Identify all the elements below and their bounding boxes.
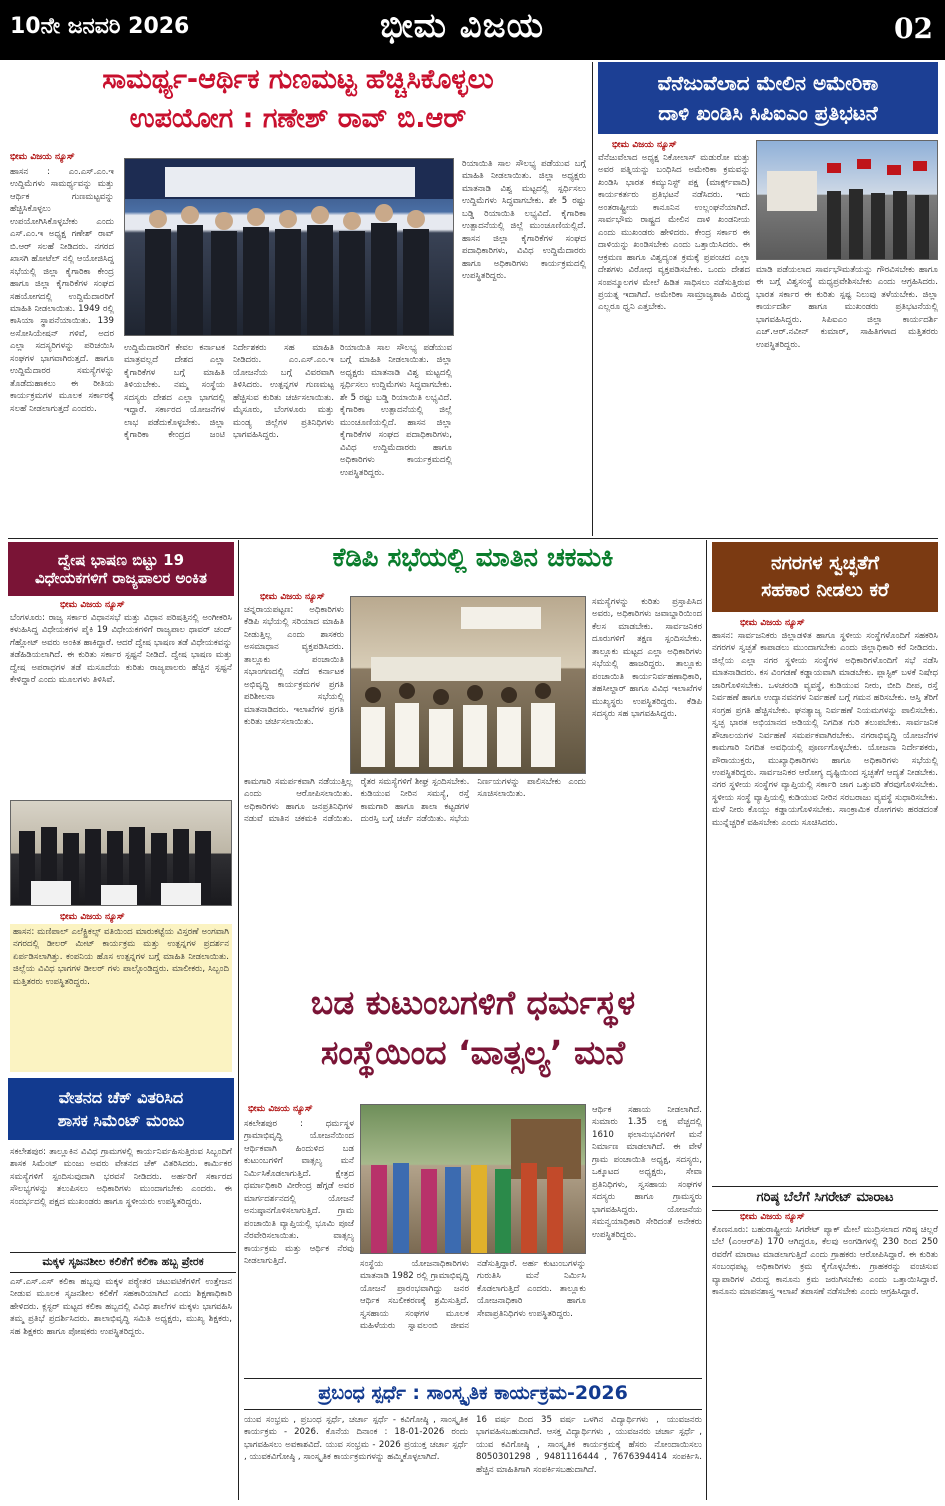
headline-line-1: ವೆನೆಜುವೆಲಾದ ಮೇಲಿನ ಅಮೇರಿಕಾ <box>657 71 879 95</box>
article-1-body-mid: ಉದ್ದಿಮೆದಾರರಿಗೆ ಕೇವಲ ಕರ್ನಾಟಕ ಮಾತ್ರವಲ್ಲದೆ ದೇಶದ ಎಲ್ಲಾ ಕೈಗಾರಿಕೆಗಳ ಬಗ್ಗೆ ಮಾಹಿತಿ ತಿಳಿಯಬೇಕು. ನಮ್ಮ ಸಂಸ್ಥೆಯ ಸದಸ್ಯರು ದೇಶದ ಎಲ್ಲಾ ಭಾಗದಲ್ಲಿ ಇದ್ದಾರೆ. ಸರ್ಕಾರದ ಯೋಜನೆಗಳ ಲಾಭ ಪಡೆದುಕೊಳ್ಳಬೇಕು. ಜಿಲ್ಲಾ ಕೈಗಾರಿಕಾ ಕೇಂದ್ರದ ಜಂಟಿ ನಿರ್ದೇಶಕರು ಸಹ ಮಾಹಿತಿ ನೀಡಿದರು. ಎಂ.ಎಸ್.ಎಂ.ಇ ಯೋಜನೆಯ ಬಗ್ಗೆ ವಿವರವಾಗಿ ತಿಳಿಸಿದರು. ಉತ್ಪನ್ನಗಳ ಗುಣಮಟ್ಟ ಹೆಚ್ಚಿಸುವ ಕುರಿತು ಚರ್ಚಿಸಲಾಯಿತು. ಮೈಸೂರು, ಬೆಂಗಳೂರು ಮತ್ತು ಮಂಡ್ಯ ಜಿಲ್ಲೆಗಳ ಪ್ರತಿನಿಧಿಗಳು ಭಾಗವಹಿಸಿದ್ದರು. <box>124 343 334 441</box>
protest-figures <box>757 141 938 260</box>
article-5-headline <box>712 542 938 612</box>
dealer-meet-photo <box>10 800 232 906</box>
meeting-figures <box>351 597 586 774</box>
article-3-body-bottom: ಹಾಸನ: ಮಣಿಪಾಲ್ ಎಲೆಕ್ಟ್ರಿಕಲ್ಸ್ ವತಿಯಿಂದ ಮಾರುಕಟ್ಟೆಯ ವಿಸ್ತರಣೆ ಅಂಗವಾಗಿ ನಗರದಲ್ಲಿ ಡೀಲರ್ ಮೀಟ್ ಕಾರ್ಯಕ್ರಮ ಮತ್ತು ಉತ್ಪನ್ನಗಳ ಪ್ರದರ್ಶನ ಏರ್ಪಡಿಸಲಾಗಿತ್ತು. ಕಂಪನಿಯ ಹೊಸ ಉತ್ಪನ್ನಗಳ ಬಗ್ಗೆ ಮಾಹಿತಿ ನೀಡಲಾಯಿತು. ಜಿಲ್ಲೆಯ ವಿವಿಧ ಭಾಗಗಳ ಡೀಲರ್ ಗಳು ಪಾಲ್ಗೊಂಡಿದ್ದರು. ಮಾಲೀಕರು, ಸಿಬ್ಬಂದಿ ಮತ್ತಿತರರು ಉಪಸ್ಥಿತರಿದ್ದರು. <box>10 924 232 1072</box>
article-8-headline: ಮಕ್ಕಳ ಸೃಜನಶೀಲ ಕಲಿಕೆಗೆ ಕಲಿಕಾ ಹಬ್ಬ ಪ್ರೇರಕ <box>10 1252 236 1273</box>
article-6-body-mid: ಸಂಸ್ಥೆಯ ಯೋಜನಾಧಿಕಾರಿಗಳು ಮಾತನಾಡಿ 1982 ರಲ್ಲಿ ಗ್ರಾಮಾಭಿವೃದ್ಧಿ ಯೋಜನೆ ಪ್ರಾರಂಭವಾಗಿದ್ದು ಜನರ ಆರ್ಥಿಕ ಸಬಲೀಕರಣಕ್ಕೆ ಶ್ರಮಿಸುತ್ತಿದೆ. ಸ್ವಸಹಾಯ ಸಂಘಗಳ ಮೂಲಕ ಮಹಿಳೆಯರು ಸ್ವಾವಲಂಬಿ ಜೀವನ ನಡೆಸುತ್ತಿದ್ದಾರೆ. ಅರ್ಹ ಕುಟುಂಬಗಳನ್ನು ಗುರುತಿಸಿ ಮನೆ ನಿರ್ಮಿಸಿ ಕೊಡಲಾಗುತ್ತಿದೆ ಎಂದರು. ತಾಲ್ಲೂಕು ಯೋಜನಾಧಿಕಾರಿ ಹಾಗೂ ಸೇವಾಪ್ರತಿನಿಧಿಗಳು ಉಪಸ್ಥಿತರಿದ್ದರು. <box>360 1259 586 1332</box>
headline-line-1: ಬಡ ಕುಟುಂಬಗಳಿಗೆ ಧರ್ಮಸ್ಥಳ <box>310 983 636 1022</box>
headline-line-2: ಶಾಸಕ ಸಿಮೆಂಟ್ ಮಂಜು <box>57 1111 185 1130</box>
event-photo <box>124 158 454 336</box>
page-number: 02 <box>894 12 933 45</box>
headline-line-1: ಸಾಮರ್ಥ್ಯ-ಆರ್ಥಿಕ ಗುಣಮಟ್ಟ ಹೆಚ್ಚಿಸಿಕೊಳ್ಳಲು <box>102 64 494 95</box>
article-2-body-under-photo: ಮಾಡಿ ಪಡೆಯಲಾದ ಸಾರ್ವಭೌಮತೆಯನ್ನು ಗೌರವಿಸಬೇಕು ಹಾಗೂ ಈ ಬಗ್ಗೆ ವಿಶ್ವಸಂಸ್ಥೆ ಮಧ್ಯಪ್ರವೇಶಿಸಬೇಕು ಎಂದು ಆಗ್ರಹಿಸಿದರು. ಭಾರತ ಸರ್ಕಾರ ಈ ಕುರಿತು ಸ್ಪಷ್ಟ ನಿಲುವು ತಳೆಯಬೇಕು. ಜಿಲ್ಲಾ ಕಾರ್ಯದರ್ಶಿ ಹಾಗೂ ಮುಖಂಡರು ಪ್ರತಿಭಟನೆಯಲ್ಲಿ ಭಾಗವಹಿಸಿದ್ದರು. ಸಿಪಿಐಎಂ ಜಿಲ್ಲಾ ಕಾರ್ಯದರ್ಶಿ ಎಚ್.ಆರ್.ನವೀನ್ ಕುಮಾರ್, ಸಾಹಿತಿಗಳಾದ ಮತ್ತಿತರರು ಉಪಸ್ಥಿತರಿದ್ದರು. <box>756 265 938 350</box>
vatsalya-house-photo <box>360 1104 586 1254</box>
article-4-body-right: ಸಮಸ್ಯೆಗಳನ್ನು ಕುರಿತು ಪ್ರಸ್ತಾಪಿಸಿದ ಅವರು, ಅಧಿಕಾರಿಗಳು ಜವಾಬ್ದಾರಿಯಿಂದ ಕೆಲಸ ಮಾಡಬೇಕು. ಸಾರ್ವಜನಿಕರ ದೂರುಗಳಿಗೆ ತಕ್ಷಣ ಸ್ಪಂದಿಸಬೇಕು. ತಾಲ್ಲೂಕು ಮಟ್ಟದ ಎಲ್ಲಾ ಅಧಿಕಾರಿಗಳು ಸಭೆಯಲ್ಲಿ ಹಾಜರಿದ್ದರು. ತಾಲ್ಲೂಕು ಪಂಚಾಯಿತಿ ಕಾರ್ಯನಿರ್ವಹಣಾಧಿಕಾರಿ, ತಹಸೀಲ್ದಾರ್ ಹಾಗೂ ವಿವಿಧ ಇಲಾಖೆಗಳ ಮುಖ್ಯಸ್ಥರು ಉಪಸ್ಥಿತರಿದ್ದರು. ಕೆಡಿಪಿ ಸದಸ್ಯರು ಸಹ ಭಾಗವಹಿಸಿದ್ದರು. <box>592 597 702 720</box>
group-photo-figures <box>125 159 454 336</box>
article-8-body: ಎಸ್.ಎಸ್.ಎಸ್ ಕಲಿಕಾ ಹಬ್ಬವು ಮಕ್ಕಳ ಪಠ್ಯೇತರ ಚಟುವಟಿಕೆಗಳಿಗೆ ಉತ್ತೇಜನ ನೀಡುವ ಮೂಲಕ ಸೃಜನಶೀಲ ಕಲಿಕೆಗೆ ಸಹಕಾರಿಯಾಗಿದೆ ಎಂದು ಶಿಕ್ಷಣಾಧಿಕಾರಿ ಹೇಳಿದರು. ಕ್ಲಸ್ಟರ್ ಮಟ್ಟದ ಕಲಿಕಾ ಹಬ್ಬದಲ್ಲಿ ವಿವಿಧ ಶಾಲೆಗಳ ಮಕ್ಕಳು ಭಾಗವಹಿಸಿ ತಮ್ಮ ಪ್ರತಿಭೆ ಪ್ರದರ್ಶಿಸಿದರು. ಶಾಲಾಭಿವೃದ್ಧಿ ಸಮಿತಿ ಅಧ್ಯಕ್ಷರು, ಮುಖ್ಯ ಶಿಕ್ಷಕರು, ಸಹ ಶಿಕ್ಷಕರು ಹಾಗೂ ಪೋಷಕರು ಉಪಸ್ಥಿತರಿದ್ದರು. <box>10 1277 232 1337</box>
article-6-body-right: ಆರ್ಥಿಕ ಸಹಾಯ ನೀಡಲಾಗಿದೆ. ಸುಮಾರು 1.35 ಲಕ್ಷ ವೆಚ್ಚದಲ್ಲಿ 1610 ಫಲಾನುಭವಿಗಳಿಗೆ ಮನೆ ನಿರ್ಮಾಣ ಮಾಡಲಾಗಿದೆ. ಈ ವೇಳೆ ಗ್ರಾಮ ಪಂಚಾಯಿತಿ ಅಧ್ಯಕ್ಷ, ಸದಸ್ಯರು, ಒಕ್ಕೂಟದ ಅಧ್ಯಕ್ಷರು, ಸೇವಾ ಪ್ರತಿನಿಧಿಗಳು, ಸ್ವಸಹಾಯ ಸಂಘಗಳ ಸದಸ್ಯರು ಹಾಗೂ ಗ್ರಾಮಸ್ಥರು ಭಾಗವಹಿಸಿದ್ದರು. ಯೋಜನೆಯ ಸಮನ್ವಯಾಧಿಕಾರಿ ಸೇರಿದಂತೆ ಅನೇಕರು ಉಪಸ್ಥಿತರಿದ್ದರು. <box>592 1105 702 1240</box>
column-divider <box>706 540 707 1500</box>
headline-line-2: ಸಂಸ್ಥೆಯಿಂದ ‘ವಾತ್ಸಲ್ಯ’ ಮನೆ <box>320 1032 626 1072</box>
article-1-body-mid2: ರಿಯಾಯಿತಿ ಸಾಲ ಸೌಲಭ್ಯ ಪಡೆಯುವ ಬಗ್ಗೆ ಮಾಹಿತಿ ನೀಡಲಾಯಿತು. ಜಿಲ್ಲಾ ಅಧ್ಯಕ್ಷರು ಮಾತನಾಡಿ ವಿಶ್ವ ಮಟ್ಟದಲ್ಲಿ ಸ್ಪರ್ಧಿಸಲು ಉದ್ದಿಮೆಗಳು ಸಿದ್ಧವಾಗಬೇಕು. ಶೇ 5 ರಷ್ಟು ಬಡ್ಡಿ ರಿಯಾಯಿತಿ ಲಭ್ಯವಿದೆ. ಕೈಗಾರಿಕಾ ಉತ್ಪಾದನೆಯಲ್ಲಿ ಜಿಲ್ಲೆ ಮುಂಚೂಣಿಯಲ್ಲಿದೆ. ಹಾಸನ ಜಿಲ್ಲಾ ಕೈಗಾರಿಕೆಗಳ ಸಂಘದ ಪದಾಧಿಕಾರಿಗಳು, ವಿವಿಧ ಉದ್ದಿಮೆದಾರರು ಹಾಗೂ ಅಧಿಕಾರಿಗಳು ಕಾರ್ಯಕ್ರಮದಲ್ಲಿ ಉಪಸ್ಥಿತರಿದ್ದರು. <box>340 343 452 478</box>
article-4-headline: ಕೆಡಿಪಿ ಸಭೆಯಲ್ಲಿ ಮಾತಿನ ಚಕಮಕಿ <box>332 543 614 573</box>
headline-line-2: ಉಪಯೋಗ : ಗಣೇಶ್ ರಾವ್ ಬಿ.ಆರ್ <box>129 103 467 135</box>
column-divider <box>592 62 593 536</box>
byline: ಭೀಮ ವಿಜಯ ನ್ಯೂಸ್ <box>10 152 75 162</box>
byline: ಭೀಮ ವಿಜಯ ನ್ಯೂಸ್ <box>740 618 805 628</box>
headline-line-1: ನಗರಗಳ ಸ್ವಚ್ಛತೆಗೆ <box>771 552 879 575</box>
issue-date: 10ನೇ ಜನವರಿ 2026 <box>10 14 190 39</box>
protest-photo <box>756 140 938 260</box>
article-4-body-mid: ಕಾಮಗಾರಿ ಸಮರ್ಪಕವಾಗಿ ನಡೆಯುತ್ತಿಲ್ಲ ಎಂದು ಆರೋಪಿಸಲಾಯಿತು. ಅಧಿಕಾರಿಗಳು ಹಾಗೂ ಜನಪ್ರತಿನಿಧಿಗಳ ನಡುವೆ ಮಾತಿನ ಚಕಮಕಿ ನಡೆಯಿತು. ರೈತರ ಸಮಸ್ಯೆಗಳಿಗೆ ಶೀಘ್ರ ಸ್ಪಂದಿಸಬೇಕು. ಕುಡಿಯುವ ನೀರಿನ ಸಮಸ್ಯೆ, ರಸ್ತೆ ಕಾಮಗಾರಿ ಹಾಗೂ ಶಾಲಾ ಕಟ್ಟಡಗಳ ದುರಸ್ತಿ ಬಗ್ಗೆ ಚರ್ಚೆ ನಡೆಯಿತು. ಸಭೆಯ ನಿರ್ಣಯಗಳನ್ನು ಪಾಲಿಸಬೇಕು ಎಂದು ಸೂಚಿಸಲಾಯಿತು. <box>244 777 586 825</box>
byline: ಭೀಮ ವಿಜಯ ನ್ಯೂಸ್ <box>60 912 125 922</box>
headline-line-2: ದಾಳಿ ಖಂಡಿಸಿ ಸಿಪಿಐಎಂ ಪ್ರತಿಭಟನೆ <box>658 101 878 125</box>
article-3-headline <box>8 542 234 596</box>
article-3-body: ಬೆಂಗಳೂರು: ರಾಜ್ಯ ಸರ್ಕಾರ ವಿಧಾನಸಭೆ ಮತ್ತು ವಿಧಾನ ಪರಿಷತ್ತಿನಲ್ಲಿ ಅಂಗೀಕರಿಸಿ ಕಳುಹಿಸಿದ್ದ ವಿಧೇಯಕಗಳ ಪೈಕಿ 19 ವಿಧೇಯಕಗಳಿಗೆ ರಾಜ್ಯಪಾಲ ಥಾವರ್ ಚಂದ್ ಗೆಹ್ಲೋಟ್ ಅವರು ಅಂಕಿತ ಹಾಕಿದ್ದಾರೆ. ಆದರೆ ದ್ವೇಷ ಭಾಷಣ ತಡೆ ವಿಧೇಯಕವನ್ನು ತಡೆಹಿಡಿಯಲಾಗಿದೆ. ಈ ಕುರಿತು ಸರ್ಕಾರ ಸ್ಪಷ್ಟನೆ ನೀಡಿದೆ. ದ್ವೇಷ ಭಾಷಣ ಮತ್ತು ದ್ವೇಷ ಅಪರಾಧಗಳ ತಡೆ ಮಸೂದೆಯ ಕುರಿತು ರಾಜ್ಯಪಾಲರು ಹೆಚ್ಚಿನ ಸ್ಪಷ್ಟನೆ ಕೇಳಿದ್ದಾರೆ ಎಂದು ಮೂಲಗಳು ತಿಳಿಸಿವೆ. <box>10 613 232 686</box>
article-1-headline <box>8 64 588 134</box>
byline: ಭೀಮ ವಿಜಯ ನ್ಯೂಸ್ <box>260 592 325 602</box>
byline: ಭೀಮ ವಿಜಯ ನ್ಯೂಸ್ <box>60 600 125 610</box>
article-4-body-left: ಚನ್ನರಾಯಪಟ್ಟಣ: ಅಧಿಕಾರಿಗಳು ಕೆಡಿಪಿ ಸಭೆಯಲ್ಲಿ ಸರಿಯಾದ ಮಾಹಿತಿ ನೀಡುತ್ತಿಲ್ಲ ಎಂದು ಶಾಸಕರು ಅಸಮಾಧಾನ ವ್ಯಕ್ತಪಡಿಸಿದರು. ತಾಲ್ಲೂಕು ಪಂಚಾಯಿತಿ ಸಭಾಂಗಣದಲ್ಲಿ ನಡೆದ ಕರ್ನಾಟಕ ಅಭಿವೃದ್ಧಿ ಕಾರ್ಯಕ್ರಮಗಳ ಪ್ರಗತಿ ಪರಿಶೀಲನಾ ಸಭೆಯಲ್ಲಿ ಮಾತನಾಡಿದರು. ಇಲಾಖೆಗಳ ಪ್ರಗತಿ ಕುರಿತು ಚರ್ಚಿಸಲಾಯಿತು. <box>244 605 344 728</box>
headline-line-2: ಸಹಕಾರ ನೀಡಲು ಕರೆ <box>761 579 889 601</box>
article-9-body: ಕೊಣನೂರು: ಬಹುರಾಷ್ಟ್ರೀಯ ಸಿಗರೇಟ್ ಪ್ಯಾಕ್ ಮೇಲೆ ಮುದ್ರಿಸಲಾದ ಗರಿಷ್ಠ ಚಿಲ್ಲರೆ ಬೆಲೆ (ಎಂಆರ್‌ಪಿ) 170 ಆಗಿದ್ದರೂ, ಕೆಲವು ಅಂಗಡಿಗಳಲ್ಲಿ 230 ರಿಂದ 250 ರವರೆಗೆ ಮಾರಾಟ ಮಾಡಲಾಗುತ್ತಿದೆ ಎಂದು ಗ್ರಾಹಕರು ಆರೋಪಿಸಿದ್ದಾರೆ. ಈ ಕುರಿತು ಸಂಬಂಧಪಟ್ಟ ಅಧಿಕಾರಿಗಳು ಕ್ರಮ ಕೈಗೊಳ್ಳಬೇಕು. ಗ್ರಾಹಕರನ್ನು ವಂಚಿಸುವ ವ್ಯಾಪಾರಿಗಳ ವಿರುದ್ಧ ಕಾನೂನು ಕ್ರಮ ಜರುಗಿಸಬೇಕು ಎಂದು ಒತ್ತಾಯಿಸಿದ್ದಾರೆ. ಕಾನೂನು ಮಾಪನಶಾಸ್ತ್ರ ಇಲಾಖೆ ತಪಾಸಣೆ ನಡೆಸಬೇಕು ಎಂದು ಆಗ್ರಹಿಸಿದ್ದಾರೆ. <box>712 1225 938 1298</box>
headline-line-2: ವಿಧೇಯಕಗಳಿಗೆ ರಾಜ್ಯಪಾಲರ ಅಂಕಿತ <box>35 569 207 587</box>
headline-line-1: ದ್ವೇಷ ಭಾಷಣ ಬಿಟ್ಟು 19 <box>57 551 185 569</box>
kdp-meeting-photo <box>350 596 586 774</box>
newspaper-title: ಭೀಮ ವಿಜಯ <box>380 6 545 46</box>
byline: ಭೀಮ ವಿಜಯ ನ್ಯೂಸ್ <box>612 140 677 150</box>
article-2-body: ವೆನೆಜುವೆಲಾದ ಅಧ್ಯಕ್ಷ ನಿಕೋಲಾಸ್ ಮಡುರೋ ಮತ್ತು ಅವರ ಪತ್ನಿಯನ್ನು ಬಂಧಿಸಿದ ಅಮೇರಿಕಾ ಕ್ರಮವನ್ನು ಖಂಡಿಸಿ ಭಾರತ ಕಮ್ಯುನಿಸ್ಟ್ ಪಕ್ಷ (ಮಾರ್ಕ್ಸ್‌ವಾದಿ) ಕಾರ್ಯಕರ್ತರು ಪ್ರತಿಭಟನೆ ನಡೆಸಿದರು. ಇದು ಅಂತರಾಷ್ಟ್ರೀಯ ಕಾನೂನಿನ ಉಲ್ಲಂಘನೆಯಾಗಿದೆ. ಸಾರ್ವಭೌಮ ರಾಷ್ಟ್ರದ ಮೇಲಿನ ದಾಳಿ ಖಂಡನೀಯ ಎಂದು ಮುಖಂಡರು ಹೇಳಿದರು. ಕೇಂದ್ರ ಸರ್ಕಾರ ಈ ದಾಳಿಯನ್ನು ಖಂಡಿಸಬೇಕು ಎಂದು ಒತ್ತಾಯಿಸಿದರು. ಈ ಆಕ್ರಮಣ ಹಾಗೂ ವಿಶ್ವದ್ಯಂತ ಕ್ರಮಕ್ಕೆ ಪ್ರಪಂಚದ ಎಲ್ಲಾ ದೇಶಗಳು ವಿರೋಧ ವ್ಯಕ್ತಪಡಿಸಬೇಕು. ಒಂದು ದೇಶದ ಸಂಪನ್ಮೂಲಗಳ ಮೇಲೆ ಹಿಡಿತ ಸಾಧಿಸಲು ನಡೆಸುತ್ತಿರುವ ಪ್ರಯತ್ನ ಇದಾಗಿದೆ. ಅಮೇರಿಕಾ ಸಾಮ್ರಾಜ್ಯಶಾಹಿ ವಿರುದ್ಧ ಎಲ್ಲರೂ ಧ್ವನಿ ಎತ್ತಬೇಕು. <box>598 153 750 313</box>
article-7-headline <box>8 1078 234 1140</box>
byline: ಭೀಮ ವಿಜಯ ನ್ಯೂಸ್ <box>740 1212 805 1222</box>
article-6-body-left: ಸಕಲೇಶಪುರ : ಧರ್ಮಸ್ಥಳ ಗ್ರಾಮಾಭಿವೃದ್ಧಿ ಯೋಜನೆಯಿಂದ ಆರ್ಥಿಕವಾಗಿ ಹಿಂದುಳಿದ ಬಡ ಕುಟುಂಬಗಳಿಗೆ ವಾತ್ಸಲ್ಯ ಮನೆ ನಿರ್ಮಿಸಿಕೊಡಲಾಗುತ್ತಿದೆ. ಕ್ಷೇತ್ರದ ಧರ್ಮಾಧಿಕಾರಿ ವೀರೇಂದ್ರ ಹೆಗ್ಗಡೆ ಅವರ ಮಾರ್ಗದರ್ಶನದಲ್ಲಿ ಯೋಜನೆ ಅನುಷ್ಠಾನಗೊಳಿಸಲಾಗುತ್ತಿದೆ. ಗ್ರಾಮ ಪಂಚಾಯಿತಿ ವ್ಯಾಪ್ತಿಯಲ್ಲಿ ಭೂಮಿ ಪೂಜೆ ನೆರವೇರಿಸಲಾಯಿತು. ವಾತ್ಸಲ್ಯ ಕಾರ್ಯಕ್ರಮ ಮತ್ತು ಆರ್ಥಿಕ ನೆರವು ನೀಡಲಾಗುತ್ತಿದೆ. <box>244 1119 354 1266</box>
article-10-body-right: 16 ವರ್ಷ ದಿಂದ 35 ವರ್ಷ ಒಳಗಿನ ವಿದ್ಯಾರ್ಥಿಗಳು , ಯುವಜನರು ಭಾಗವಹಿಸಬಹುದಾಗಿದೆ. ಆಸಕ್ತ ವಿದ್ಯಾರ್ಥಿಗಳು , ಯುವಜನರು ಚರ್ಚಾ ಸ್ಪರ್ಧೆ , ಯುವ ಕವಿಗೋಷ್ಠಿ , ಸಾಂಸ್ಕೃತಿಕ ಕಾರ್ಯಕ್ರಮಕ್ಕೆ ಹೆಸರು ನೋಂದಾಯಿಸಲು 8050301298 , 9481116444 , 7676394414 ಸಂಪರ್ಕಿಸಿ. ಹೆಚ್ಚಿನ ಮಾಹಿತಿಗಾಗಿ ಸಂಪರ್ಕಿಸಬಹುದಾಗಿದೆ. <box>476 1415 702 1475</box>
headline-line-1: ವೇತನದ ಚೆಕ್ ವಿತರಿಸಿದ <box>58 1087 184 1107</box>
article-7-body: ಸಕಲೇಶಪುರ: ತಾಲ್ಲೂಕಿನ ವಿವಿಧ ಗ್ರಾಮಗಳಲ್ಲಿ ಕಾರ್ಯನಿರ್ವಹಿಸುತ್ತಿರುವ ಸಿಬ್ಬಂದಿಗೆ ಶಾಸಕ ಸಿಮೆಂಟ್ ಮಂಜು ಅವರು ವೇತನದ ಚೆಕ್ ವಿತರಿಸಿದರು. ಕಾರ್ಮಿಕರ ಸಮಸ್ಯೆಗಳಿಗೆ ಸ್ಪಂದಿಸುವುದಾಗಿ ಭರವಸೆ ನೀಡಿದರು. ಅರ್ಹರಿಗೆ ಸರ್ಕಾರದ ಸೌಲಭ್ಯಗಳನ್ನು ತಲುಪಿಸಲು ಅಧಿಕಾರಿಗಳು ಮುಂದಾಗಬೇಕು ಎಂದರು. ಈ ಸಂದರ್ಭದಲ್ಲಿ ಪಕ್ಷದ ಮುಖಂಡರು ಹಾಗೂ ಸ್ಥಳೀಯರು ಉಪಸ್ಥಿತರಿದ್ದರು. <box>10 1147 232 1207</box>
column-divider <box>238 540 239 1500</box>
byline: ಭೀಮ ವಿಜಯ ನ್ಯೂಸ್ <box>248 1104 313 1114</box>
article-2-headline <box>598 62 938 134</box>
ceremony-figures <box>361 1105 586 1254</box>
article-10-body-left: ಯುವ ಸಂಭ್ರಮ , ಪ್ರಬಂಧ ಸ್ಪರ್ಧೆ, ಚರ್ಚಾ ಸ್ಪರ್ಧೆ - ಕವಿಗೋಷ್ಠಿ , ಸಾಂಸ್ಕೃತಿಕ ಕಾರ್ಯಕ್ರಮ - 2026. ಕೊನೆಯ ದಿನಾಂಕ : 18-01-2026 ರಂದು ಭಾಗವಹಿಸಲು ಅವಕಾಶವಿದೆ. ಯುವ ಸಂಭ್ರಮ - 2026 ಪ್ರಯುಕ್ತ ಚರ್ಚಾ ಸ್ಪರ್ಧೆ , ಯುವಕವಿಗೋಷ್ಠಿ , ಸಾಂಸ್ಕೃತಿಕ ಕಾರ್ಯಕ್ರಮಗಳನ್ನು ಹಮ್ಮಿಕೊಳ್ಳಲಾಗಿದೆ. <box>244 1415 468 1463</box>
article-9-headline: ಗರಿಷ್ಠ ಬೆಲೆಗೆ ಸಿಗರೇಟ್ ಮಾರಾಟ <box>712 1186 938 1211</box>
article-1-body-right: ರಿಯಾಯಿತಿ ಸಾಲ ಸೌಲಭ್ಯ ಪಡೆಯುವ ಬಗ್ಗೆ ಮಾಹಿತಿ ನೀಡಲಾಯಿತು. ಜಿಲ್ಲಾ ಅಧ್ಯಕ್ಷರು ಮಾತನಾಡಿ ವಿಶ್ವ ಮಟ್ಟದಲ್ಲಿ ಸ್ಪರ್ಧಿಸಲು ಉದ್ದಿಮೆಗಳು ಸಿದ್ಧವಾಗಬೇಕು. ಶೇ 5 ರಷ್ಟು ಬಡ್ಡಿ ರಿಯಾಯಿತಿ ಲಭ್ಯವಿದೆ. ಕೈಗಾರಿಕಾ ಉತ್ಪಾದನೆಯಲ್ಲಿ ಜಿಲ್ಲೆ ಮುಂಚೂಣಿಯಲ್ಲಿದೆ. ಹಾಸನ ಜಿಲ್ಲಾ ಕೈಗಾರಿಕೆಗಳ ಸಂಘದ ಪದಾಧಿಕಾರಿಗಳು, ವಿವಿಧ ಉದ್ದಿಮೆದಾರರು ಹಾಗೂ ಅಧಿಕಾರಿಗಳು ಕಾರ್ಯಕ್ರಮದಲ್ಲಿ ಉಪಸ್ಥಿತರಿದ್ದರು. <box>462 159 586 282</box>
article-5-body: ಹಾಸನ: ಸಾರ್ವಜನಿಕರು ಜಿಲ್ಲಾಡಳಿತ ಹಾಗೂ ಸ್ಥಳೀಯ ಸಂಸ್ಥೆಗಳೊಂದಿಗೆ ಸಹಕರಿಸಿ ನಗರಗಳ ಸ್ವಚ್ಛತೆ ಕಾಪಾಡಲು ಮುಂದಾಗಬೇಕು ಎಂದು ಜಿಲ್ಲಾಧಿಕಾರಿ ಕರೆ ನೀಡಿದರು. ಜಿಲ್ಲೆಯ ಎಲ್ಲಾ ನಗರ ಸ್ಥಳೀಯ ಸಂಸ್ಥೆಗಳ ಅಧಿಕಾರಿಗಳೊಂದಿಗೆ ಸಭೆ ನಡೆಸಿ ಮಾತನಾಡಿದರು. ಕಸ ವಿಂಗಡಣೆ ಕಡ್ಡಾಯವಾಗಿ ಮಾಡಬೇಕು. ಪ್ಲಾಸ್ಟಿಕ್ ಬಳಕೆ ನಿಷೇಧ ಜಾರಿಗೊಳಿಸಬೇಕು. ಒಳಚರಂಡಿ ವ್ಯವಸ್ಥೆ, ಕುಡಿಯುವ ನೀರು, ಬೀದಿ ದೀಪ, ರಸ್ತೆ ನಿರ್ವಹಣೆ ಹಾಗೂ ಉದ್ಯಾನವನಗಳ ನಿರ್ವಹಣೆ ಬಗ್ಗೆ ಗಮನ ಹರಿಸಬೇಕು. ಆಸ್ತಿ ತೆರಿಗೆ ಸಂಗ್ರಹ ಪ್ರಗತಿ ಹೆಚ್ಚಿಸಬೇಕು. ಘನತ್ಯಾಜ್ಯ ನಿರ್ವಹಣೆ ನಿಯಮಗಳನ್ನು ಪಾಲಿಸಬೇಕು. ಸ್ವಚ್ಛ ಭಾರತ ಅಭಿಯಾನದ ಅಡಿಯಲ್ಲಿ ನಿಗದಿತ ಗುರಿ ತಲುಪಬೇಕು. ಸಾರ್ವಜನಿಕ ಶೌಚಾಲಯಗಳ ನಿರ್ವಹಣೆ ಸಮರ್ಪಕವಾಗಿರಬೇಕು. ನಗರಾಭಿವೃದ್ಧಿ ಯೋಜನೆಗಳ ಕಾಮಗಾರಿ ನಿಗದಿತ ಅವಧಿಯಲ್ಲಿ ಪೂರ್ಣಗೊಳ್ಳಬೇಕು. ಯೋಜನಾ ನಿರ್ದೇಶಕರು, ಪೌರಾಯುಕ್ತರು, ಮುಖ್ಯಾಧಿಕಾರಿಗಳು ಹಾಗೂ ಅಧಿಕಾರಿಗಳು ಸಭೆಯಲ್ಲಿ ಉಪಸ್ಥಿತರಿದ್ದರು. ಸಾರ್ವಜನಿಕರ ಆರೋಗ್ಯ ದೃಷ್ಟಿಯಿಂದ ಸ್ವಚ್ಛತೆಗೆ ಆದ್ಯತೆ ನೀಡಬೇಕು. ನಗರ ಸ್ಥಳೀಯ ಸಂಸ್ಥೆಗಳ ವ್ಯಾಪ್ತಿಯಲ್ಲಿ ಸರ್ಕಾರಿ ಜಾಗ ಒತ್ತುವರಿ ತೆರವುಗೊಳಿಸಬೇಕು. ಸ್ಥಳೀಯ ಸಂಸ್ಥೆ ವ್ಯಾಪ್ತಿಯಲ್ಲಿ ಕುಡಿಯುವ ನೀರಿನ ಸರಬರಾಜು ವ್ಯವಸ್ಥೆ ಸುಧಾರಿಸಬೇಕು. ಮಳೆ ನೀರು ಕೊಯ್ಲು ಕಡ್ಡಾಯಗೊಳಿಸಬೇಕು. ಸಾಂಕ್ರಾಮಿಕ ರೋಗಗಳು ಹರಡದಂತೆ ಮುನ್ನೆಚ್ಚರಿಕೆ ವಹಿಸಬೇಕು ಎಂದು ಸೂಚಿಸಿದರು. <box>712 631 938 828</box>
dealer-meet-figures <box>11 801 232 906</box>
article-6-headline <box>244 984 702 1072</box>
article-1-body-left: ಹಾಸನ : ಎಂ.ಎಸ್.ಎಂ.ಇ ಉದ್ದಿಮೆಗಳು ಸಾಮರ್ಥ್ಯವನ್ನು ಮತ್ತು ಆರ್ಥಿಕ ಗುಣಮಟ್ಟವನ್ನು ಹೆಚ್ಚಿಸಿಕೊಳ್ಳಲು ಉಪಯೋಗಿಸಿಕೊಳ್ಳಬೇಕು ಎಂದು ಎಸ್.ಎಂ.ಇ ಅಧ್ಯಕ್ಷ ಗಣೇಶ್ ರಾವ್ ಬಿ.ಆರ್ ಸಲಹೆ ನೀಡಿದರು. ನಗರದ ಖಾಸಗಿ ಹೋಟೆಲ್ ನಲ್ಲಿ ಆಯೋಜಿಸಿದ್ದ ಸಭೆಯಲ್ಲಿ ಜಿಲ್ಲಾ ಕೈಗಾರಿಕಾ ಕೇಂದ್ರ ಹಾಗೂ ಜಿಲ್ಲಾ ಕೈಗಾರಿಕೆಗಳ ಸಂಘದ ಸಹಯೋಗದಲ್ಲಿ ಉದ್ದಿಮೆದಾರರಿಗೆ ಮಾಹಿತಿ ನೀಡಲಾಯಿತು. 1949 ರಲ್ಲಿ ಕಾಸಿಯಾ ಸ್ಥಾಪನೆಯಾಯಿತು. 139 ಅಸೋಸಿಯೇಷನ್ ಗಳಿವೆ, ಅದರ ಎಲ್ಲಾ ಸದಸ್ಯರಿಗಳನ್ನು ಪರಿಚಯಿಸಿ ಸಂಘಗಳ ಭಾಗವಾಗಿರುತ್ತದೆ. ಹಾಗೂ ಉದ್ದಿಮೆದಾರರ ಸಮಸ್ಯೆಗಳನ್ನು ತೊಡೆದುಹಾಕಲು ಈ ರೀತಿಯ ಕಾರ್ಯಕ್ರಮಗಳ ಮೂಲಕ ಸರ್ಕಾರಕ್ಕೆ ಸಲಹೆ ನೀಡಲಾಗುತ್ತದೆ ಎಂದರು. <box>10 167 114 414</box>
section-divider <box>8 538 938 539</box>
article-10-headline: ಪ್ರಬಂಧ ಸ್ಪರ್ಧೆ : ಸಾಂಸ್ಕೃತಿಕ ಕಾರ್ಯಕ್ರಮ-2026 <box>244 1378 702 1410</box>
